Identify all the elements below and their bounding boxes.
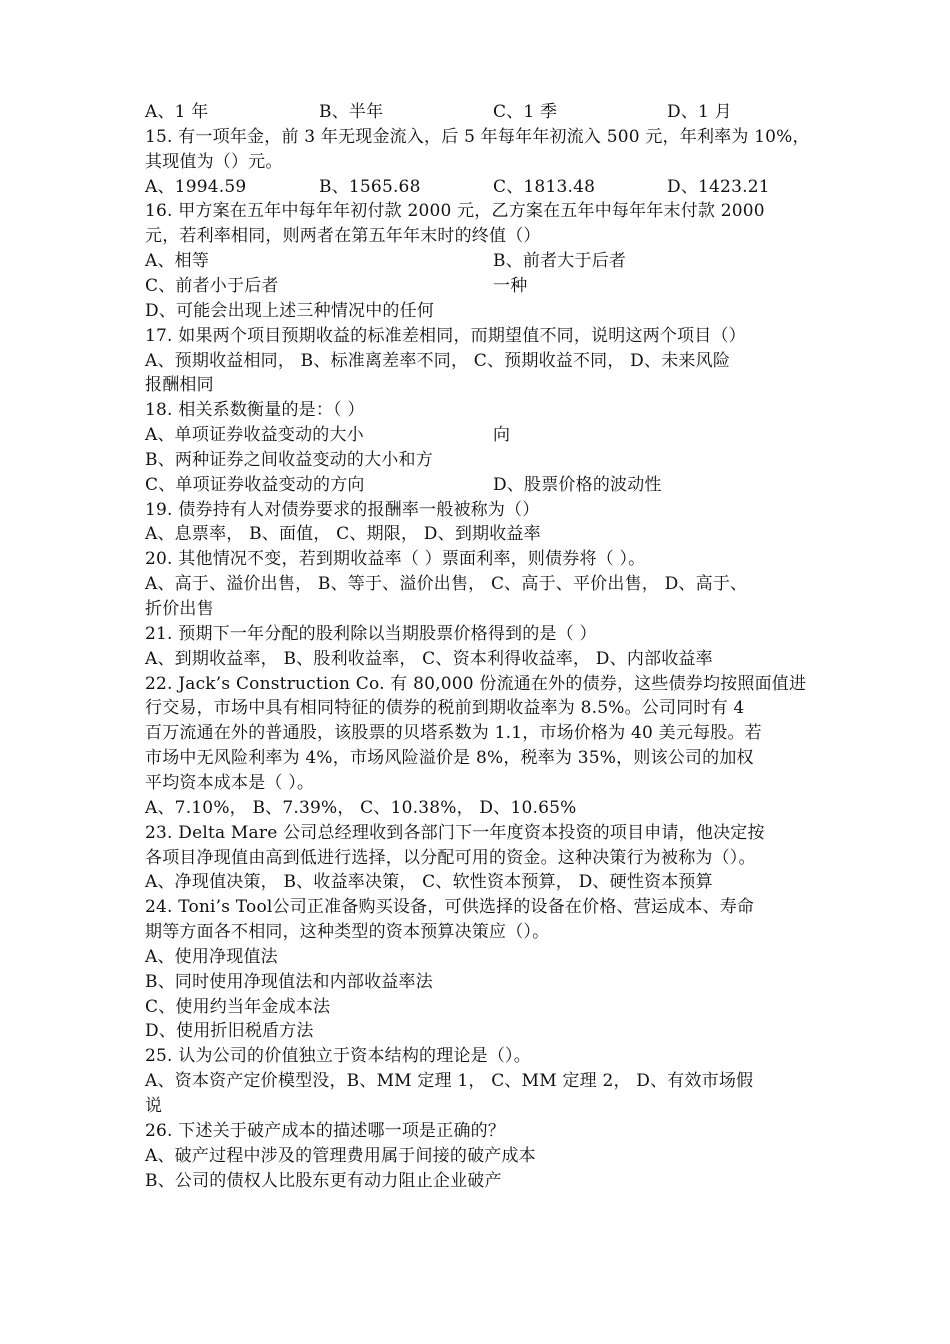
text-line: 元，若利率相同，则两者在第五年年末时的终值（） <box>145 226 541 247</box>
text-line: 百万流通在外的普通股，该股票的贝塔系数为 1.1，市场价格为 40 美元每股。若 <box>145 723 762 744</box>
text-line: A、预期收益相同， B、标准离差率不同， C、预期收益不同， D、未来风险 <box>145 350 731 371</box>
text-line: A、息票率， B、面值， C、期限， D、到期收益率 <box>145 524 541 545</box>
option-item: B、1565.68 <box>319 176 421 197</box>
text-line: A、破产过程中涉及的管理费用属于间接的破产成本 <box>145 1145 536 1166</box>
text-line: D、可能会出现上述三种情况中的任何 <box>145 300 435 321</box>
text-line: 18. 相关系数衡量的是：（ ） <box>145 400 365 421</box>
text-line: 23. Delta Mare 公司总经理收到各部门下一年度资本投资的项目申请，他决定按 <box>145 822 765 843</box>
text-line: 各项目净现值由高到低进行选择，以分配可用的资金。这种决策行为被称为（）。 <box>145 847 756 868</box>
text-line: 15. 有一项年金，前 3 年无现金流入，后 5 年每年年初流入 500 元，年利率为 10%， <box>145 126 810 147</box>
text-line: A、到期收益率， B、股利收益率， C、资本利得收益率， D、内部收益率 <box>145 648 713 669</box>
text-line: 26. 下述关于破产成本的描述哪一项是正确的？ <box>145 1120 506 1141</box>
text-line: 折价出售 <box>145 599 214 619</box>
option-item: 向 <box>493 425 511 446</box>
text-line: 说 <box>145 1096 163 1116</box>
option-item: A、1 年 <box>145 102 209 122</box>
text-line: 平均资本成本是（ ）。 <box>145 772 315 793</box>
option-item: C、1813.48 <box>493 176 596 197</box>
text-line: 22. Jack’s Construction Co. 有 80,000 份流通在外的债券，这些债券均按照面值进 <box>145 673 807 694</box>
text-line: 19. 债券持有人对债券要求的报酬率一般被称为（） <box>145 499 540 520</box>
option-item: A、相等 <box>145 251 210 272</box>
text-line: A、高于、溢价出售， B、等于、溢价出售， C、高于、平价出售， D、高于、 <box>145 574 748 595</box>
option-item: D、1423.21 <box>667 176 770 197</box>
text-line: 21. 预期下一年分配的股利除以当期股票价格得到的是（ ） <box>145 623 597 644</box>
text-line: C、使用约当年金成本法 <box>145 996 331 1017</box>
text-line: B、同时使用净现值法和内部收益率法 <box>145 971 433 992</box>
text-line: 期等方面各不相同，这种类型的资本预算决策应（）。 <box>145 922 550 943</box>
text-line: D、使用折旧税盾方法 <box>145 1021 314 1042</box>
text-line: 其现值为（）元。 <box>145 151 283 172</box>
text-line: 17. 如果两个项目预期收益的标准差相同，而期望值不同，说明这两个项目（） <box>145 325 746 346</box>
text-line: 报酬相同 <box>145 375 214 396</box>
option-item: C、前者小于后者 <box>145 275 279 296</box>
text-line: 20. 其他情况不变，若到期收益率（ ）票面利率，则债券将（ ）。 <box>145 549 646 570</box>
option-item: 一种 <box>493 275 528 296</box>
text-line: 25. 认为公司的价值独立于资本结构的理论是（）。 <box>145 1046 531 1067</box>
text-line: A、资本资产定价模型没，B、MM 定理 1， C、MM 定理 2， D、有效市场假 <box>145 1071 754 1092</box>
text-line: 24. Toni’s Tool公司正准备购买设备，可供选择的设备在价格、营运成本、寿命 <box>145 897 755 918</box>
option-item: C、单项证券收益变动的方向 <box>145 474 365 495</box>
text-line: A、净现值决策， B、收益率决策， C、软性资本预算， D、硬性资本预算 <box>145 872 713 893</box>
option-item: D、1 月 <box>667 102 732 122</box>
text-line: B、两种证券之间收益变动的大小和方 <box>145 449 433 470</box>
option-item: C、1 季 <box>493 102 558 122</box>
text-line: 市场中无风险利率为 4%，市场风险溢价是 8%，税率为 35%，则该公司的加权 <box>145 748 754 769</box>
text-line: 行交易，市场中具有相同特征的债券的税前到期收益率为 8.5%。公司同时有 4 <box>145 698 745 719</box>
text-line: A、7.10%， B、7.39%， C、10.38%， D、10.65% <box>145 797 577 818</box>
text-line: B、公司的债权人比股东更有动力阻止企业破产 <box>145 1170 502 1191</box>
option-item: B、半年 <box>319 102 384 122</box>
option-item: B、前者大于后者 <box>493 251 627 272</box>
text-line: A、使用净现值法 <box>145 946 278 967</box>
option-item: D、股票价格的波动性 <box>493 474 662 495</box>
text-line: 16. 甲方案在五年中每年年初付款 2000 元，乙方案在五年中每年年末付款 2000 <box>145 201 765 222</box>
option-item: A、单项证券收益变动的大小 <box>145 425 364 446</box>
option-item: A、1994.59 <box>145 176 247 197</box>
